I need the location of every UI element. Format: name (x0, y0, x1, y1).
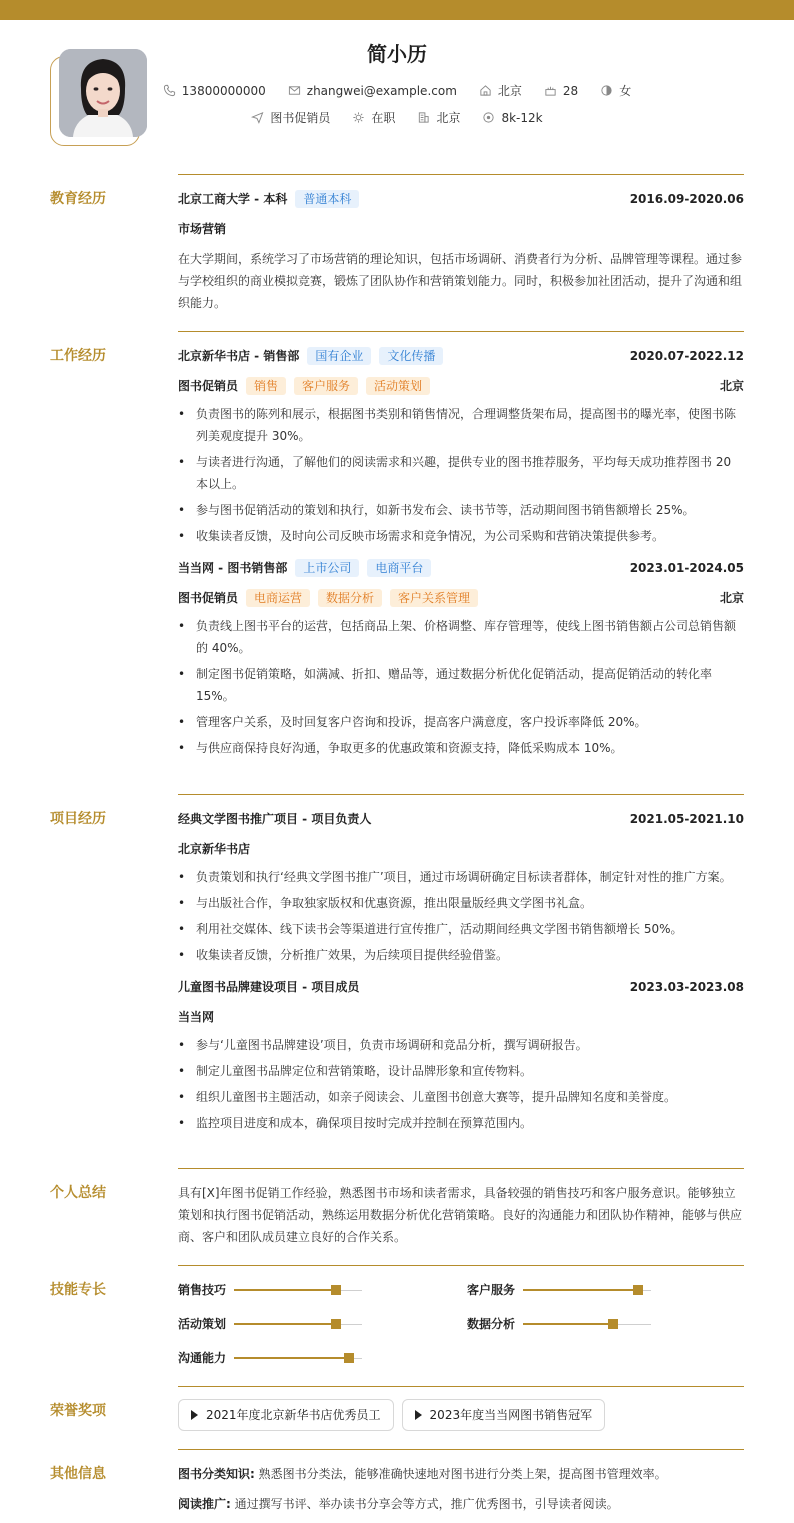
skill-fill (234, 1289, 336, 1291)
summary-section (50, 1168, 744, 1262)
education-desc: 在大学期间，系统学习了市场营销的理论知识，包括市场调研、消费者行为分析、品牌管理等课程。通过参与学校组织的商业模拟竞赛，锻炼了团队协作和营销策划能力。同时，积极参加社团活动，提升了沟通和组织能力。 (178, 252, 743, 310)
contact-row (0, 82, 794, 99)
skill-name: 数据分析 (467, 1317, 516, 1331)
project-header (178, 976, 744, 998)
status-icon (352, 111, 365, 124)
position-text: 图书促销员 (270, 111, 331, 125)
section-title: 荣誉奖项 (50, 1403, 106, 1419)
top-accent-bar (0, 0, 794, 20)
projects-content (178, 808, 744, 1138)
honors-content (178, 1399, 744, 1431)
project-org: 当当网 (178, 1010, 215, 1024)
section-title: 技能专长 (50, 1282, 106, 1298)
education-header (178, 188, 744, 210)
skill-bar (234, 1324, 362, 1325)
skill-item (178, 1279, 467, 1301)
other-label: 图书分类知识: (178, 1467, 255, 1481)
degree-tag: 普通本科 (295, 190, 359, 208)
skill-fill (523, 1289, 638, 1291)
company-tag: 电商平台 (367, 559, 431, 577)
section-title: 教育经历 (50, 191, 106, 207)
company-tag: 上市公司 (295, 559, 359, 577)
project-name: 经典文学图书推广项目 - 项目负责人 (178, 812, 372, 826)
salary-text: 8k-12k (501, 110, 543, 125)
project-period: 2021.05-2021.10 (629, 812, 744, 826)
job-bullets (178, 615, 744, 759)
gender-text: 女 (619, 84, 632, 98)
age-text: 28 (562, 83, 579, 98)
job-header (178, 557, 744, 579)
job-header (178, 345, 744, 367)
job-entry (178, 345, 744, 547)
section-title: 工作经历 (50, 348, 106, 364)
job-city: 北京 (719, 379, 744, 393)
play-icon (191, 1410, 198, 1420)
age-icon (544, 84, 557, 97)
contact-home (479, 82, 522, 99)
list-item: • 制定儿童图书品牌定位和营销策略，设计品牌形象和宣传物料。 (178, 1060, 744, 1082)
intent-salary (482, 109, 542, 126)
job-period: 2020.07-2022.12 (629, 349, 744, 363)
skill-knob (633, 1285, 643, 1295)
role-tag: 客户关系管理 (390, 589, 478, 607)
city-text: 北京 (436, 111, 461, 125)
contact-email (288, 82, 457, 99)
home-text: 北京 (497, 84, 522, 98)
other-text: 熟悉图书分类法，能够准确快速地对图书进行分类上架，提高图书管理效率。 (258, 1467, 667, 1481)
skills-section (50, 1265, 744, 1383)
section-divider (178, 331, 744, 332)
skill-knob (331, 1285, 341, 1295)
role-tag: 电商运营 (246, 589, 310, 607)
list-item: • 制定图书促销策略，如满减、折扣、赠品等，通过数据分析优化促销活动，提高促销活动的转化率 15%。 (178, 663, 744, 707)
job-city: 北京 (719, 591, 744, 605)
intent-city (417, 109, 460, 126)
job-entry (178, 557, 744, 759)
job-period: 2023.01-2024.05 (629, 561, 744, 575)
role-tag: 客户服务 (294, 377, 358, 395)
work-section (50, 331, 744, 791)
company-tag: 文化传播 (379, 347, 443, 365)
other-content (178, 1463, 744, 1523)
skill-name: 客户服务 (467, 1283, 516, 1297)
education-section (50, 174, 744, 324)
company-tag: 国有企业 (307, 347, 371, 365)
list-item: • 负责图书的陈列和展示，根据图书类别和销售情况，合理调整货架布局，提高图书的曝光率，使图书陈列美观度提升 30%。 (178, 403, 744, 447)
gender-icon (600, 84, 613, 97)
other-label: 阅读推广: (178, 1497, 231, 1511)
skill-fill (234, 1357, 349, 1359)
contact-phone (163, 82, 266, 99)
skill-bar (234, 1358, 362, 1359)
skill-name: 活动策划 (178, 1317, 227, 1331)
role-row (178, 375, 744, 397)
project-bullets (178, 866, 744, 966)
skill-item (178, 1313, 467, 1335)
project-bullets (178, 1034, 744, 1134)
award-item (402, 1399, 606, 1431)
list-item: • 负责策划和执行‘经典文学图书推广’项目，通过市场调研确定目标读者群体，制定针对性的推广方案。 (178, 866, 744, 888)
play-icon (415, 1410, 422, 1420)
section-divider (178, 794, 744, 795)
list-item: • 负责线上图书平台的运营，包括商品上架、价格调整、库存管理等，使线上图书销售额占公司总销售额的 40%。 (178, 615, 744, 659)
major: 市场营销 (178, 222, 227, 236)
status-text: 在职 (371, 111, 396, 125)
section-divider (178, 174, 744, 175)
project-name: 儿童图书品牌建设项目 - 项目成员 (178, 980, 360, 994)
section-title: 其他信息 (50, 1466, 106, 1482)
other-item (178, 1463, 744, 1485)
home-icon (479, 84, 492, 97)
section-divider (178, 1386, 744, 1387)
skill-bar (523, 1324, 651, 1325)
list-item: • 收集读者反馈，及时向公司反映市场需求和竞争情况，为公司采购和营销决策提供参考。 (178, 525, 744, 547)
role-tag: 数据分析 (318, 589, 382, 607)
skill-bar (234, 1290, 362, 1291)
skills-content (178, 1279, 744, 1369)
skill-item (467, 1279, 744, 1301)
project-entry (178, 808, 744, 966)
skill-knob (344, 1353, 354, 1363)
list-item: • 监控项目进度和成本，确保项目按时完成并控制在预算范围内。 (178, 1112, 744, 1134)
building-icon (417, 111, 430, 124)
section-divider (178, 1168, 744, 1169)
project-period: 2023.03-2023.08 (629, 980, 744, 994)
list-item: • 管理客户关系，及时回复客户咨询和投诉，提高客户满意度，客户投诉率降低 20%。 (178, 711, 744, 733)
award-item (178, 1399, 394, 1431)
intent-status (352, 109, 395, 126)
skill-fill (234, 1323, 336, 1325)
skill-fill (523, 1323, 613, 1325)
email-text: zhangwei@example.com (306, 83, 457, 98)
list-item: • 与供应商保持良好沟通，争取更多的优惠政策和资源支持，降低采购成本 10%。 (178, 737, 744, 759)
section-divider (178, 1449, 744, 1450)
list-item: • 利用社交媒体、线下读书会等渠道进行宣传推广，活动期间经典文学图书销售额增长 50%。 (178, 918, 744, 940)
skill-bar (523, 1290, 651, 1291)
honors-section (50, 1386, 744, 1446)
skill-item (178, 1347, 467, 1369)
project-header (178, 808, 744, 830)
award-text: 2021年度北京新华书店优秀员工 (206, 1408, 381, 1422)
role-row (178, 587, 744, 609)
salary-icon (482, 111, 495, 124)
role-tag: 销售 (246, 377, 286, 395)
other-text: 通过撰写书评、举办读书分享会等方式，推广优秀图书，引导读者阅读。 (234, 1497, 619, 1511)
other-item (178, 1493, 744, 1515)
project-org: 北京新华书店 (178, 842, 251, 856)
section-divider (178, 1265, 744, 1266)
contact-gender (600, 82, 631, 99)
candidate-name: 简小历 (367, 42, 427, 66)
skill-name: 销售技巧 (178, 1283, 227, 1297)
award-text: 2023年度当当网图书销售冠军 (429, 1408, 593, 1422)
mail-icon (288, 84, 301, 97)
role-tag: 活动策划 (366, 377, 430, 395)
projects-section (50, 794, 744, 1164)
intent-row (0, 109, 794, 126)
contact-age (544, 82, 578, 99)
list-item: • 参与‘儿童图书品牌建设’项目，负责市场调研和竞品分析，撰写调研报告。 (178, 1034, 744, 1056)
skill-knob (608, 1319, 618, 1329)
company-name: 北京新华书店 - 销售部 (178, 349, 300, 363)
phone-icon (163, 84, 176, 97)
education-content (178, 188, 744, 314)
list-item: • 收集读者反馈，分析推广效果，为后续项目提供经验借鉴。 (178, 944, 744, 966)
company-name: 当当网 - 图书销售部 (178, 561, 288, 575)
skill-item (467, 1313, 744, 1335)
job-role: 图书促销员 (178, 379, 239, 393)
school-name: 北京工商大学 - 本科 (178, 192, 288, 206)
work-content (178, 345, 744, 763)
job-bullets (178, 403, 744, 547)
skill-knob (331, 1319, 341, 1329)
send-icon (251, 111, 264, 124)
section-title: 个人总结 (50, 1185, 106, 1201)
awards-list (178, 1399, 744, 1431)
summary-text: 具有[X]年图书促销工作经验，熟悉图书市场和读者需求，具备较强的销售技巧和客户服务意识。能够独立策划和执行图书促销活动，熟练运用数据分析优化营销策略。良好的沟通能力和团队协作精神，能够与供应商、客户和团队成员建立良好的合作关系。 (178, 1186, 743, 1244)
list-item: • 与读者进行沟通，了解他们的阅读需求和兴趣，提供专业的图书推荐服务，平均每天成功推荐图书 20 本以上。 (178, 451, 744, 495)
other-section (50, 1449, 744, 1523)
job-role: 图书促销员 (178, 591, 239, 605)
list-item: • 与出版社合作，争取独家版权和优惠资源，推出限量版经典文学图书礼盒。 (178, 892, 744, 914)
list-item: • 组织儿童图书主题活动，如亲子阅读会、儿童图书创意大赛等，提升品牌知名度和美誉度。 (178, 1086, 744, 1108)
skills-grid (178, 1279, 744, 1369)
intent-position (251, 109, 330, 126)
education-period: 2016.09-2020.06 (629, 192, 744, 206)
skill-name: 沟通能力 (178, 1351, 227, 1365)
project-entry (178, 976, 744, 1134)
phone-text: 13800000000 (181, 83, 266, 98)
list-item: • 参与图书促销活动的策划和执行，如新书发布会、读书节等，活动期间图书销售额增长 25%。 (178, 499, 744, 521)
section-title: 项目经历 (50, 811, 106, 827)
